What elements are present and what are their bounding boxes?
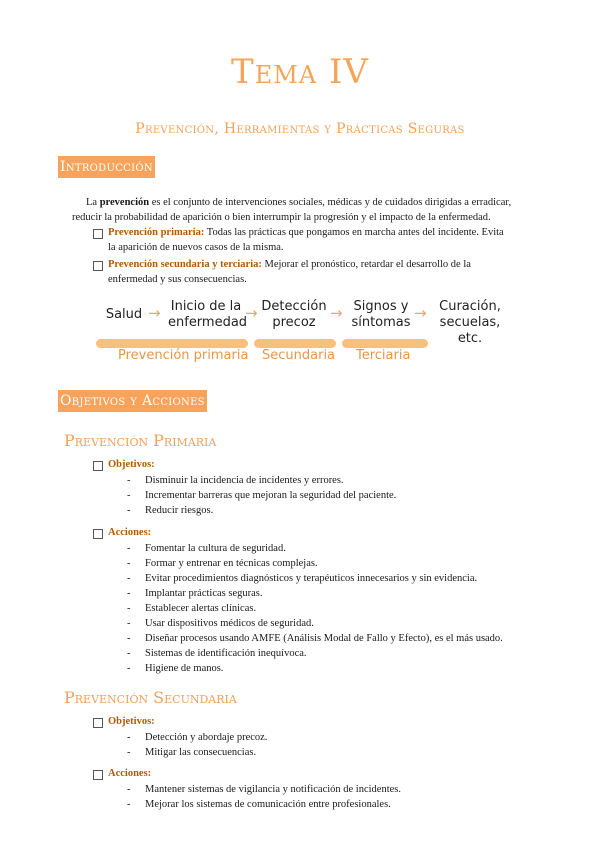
list-item: - Sistemas de identificación inequívoca. [127, 648, 307, 659]
phase-secundaria: Secundaria [262, 348, 336, 363]
list-item: - Formar y entrenar en técnicas complejas. [127, 558, 318, 569]
phase-terciaria: Terciaria [356, 348, 411, 363]
section-heading-introduccion: Introducción [58, 158, 155, 176]
brush-secundaria [254, 339, 336, 348]
list-item: - Reducir riesgos. [127, 505, 214, 516]
bullet-prevencion-primaria: Prevención primaria: Todas las prácticas que pongamos en marcha antes del incidente. Evita la aparición de nuevos casos de la misma. [108, 227, 504, 253]
list-acciones-primaria [127, 541, 503, 676]
list-item: - Establecer alertas clínicas. [127, 603, 257, 614]
phase-primaria: Prevención primaria [118, 348, 249, 363]
flow-salud: Salud [105, 307, 143, 322]
checkbox-objetivos-secundaria[interactable] [93, 718, 103, 728]
list-item: - Mantener sistemas de vigilancia y notificación de incidentes. [127, 784, 401, 795]
bullet-prevencion-secundaria: Prevención secundaria y terciaria: Mejorar el pronóstico, retardar el desarrollo de la enfermedad y sus consecuencias. [108, 259, 471, 285]
brush-primaria [96, 339, 248, 348]
list-item: - Disminuir la incidencia de incidentes y errores. [127, 475, 344, 486]
label-acciones-primaria: Acciones: [108, 527, 152, 538]
list-item: - Mitigar las consecuencias. [127, 747, 257, 758]
label-objetivos-primaria: Objetivos: [108, 459, 155, 470]
checkbox-acciones-primaria[interactable] [93, 529, 103, 539]
arrow-icon: → [330, 304, 343, 322]
keyword-prevencion: prevención [99, 197, 150, 208]
flow-deteccion: Detección precoz [261, 299, 327, 330]
intro-paragraph: La prevención es el conjunto de intervenciones sociales, médicas y de cuidados dirigidas a erradicar, reducir la probabilidad de aparición o bien interrumpir la progresión y el impacto de la enfermedad. [72, 197, 512, 223]
arrow-icon: → [245, 304, 258, 322]
page-title: Tema IV [231, 52, 369, 92]
list-item: - Implantar prácticas seguras. [127, 588, 263, 599]
label-objetivos-secundaria: Objetivos: [108, 716, 155, 727]
list-item: - Mejorar los sistemas de comunicación entre profesionales. [127, 799, 391, 810]
checkbox-objetivos-primaria[interactable] [93, 461, 103, 471]
list-objetivos-primaria [127, 473, 397, 518]
checkbox-primaria[interactable] [93, 229, 103, 239]
list-item: - Diseñar procesos usando AMFE (Análisis Modal de Fallo y Efecto), es el más usado. [127, 633, 503, 644]
list-acciones-secundaria [127, 782, 401, 812]
arrow-icon: → [148, 304, 161, 322]
list-item: - Incrementar barreras que mejoran la seguridad del paciente. [127, 490, 397, 501]
list-item: - Higiene de manos. [127, 663, 224, 674]
page-subtitle: Prevención, Herramientas y Prácticas Seguras [135, 121, 465, 137]
checkbox-secundaria-terciaria[interactable] [93, 261, 103, 271]
checkbox-acciones-secundaria[interactable] [93, 770, 103, 780]
brush-terciaria [342, 339, 428, 348]
heading-prevencion-secundaria: Prevención Secundaria [64, 688, 237, 707]
heading-prevencion-primaria: Prevención Primaria [64, 431, 217, 450]
list-item: - Fomentar la cultura de seguridad. [127, 543, 286, 554]
flow-curacion: Curación, secuelas, etc. [439, 299, 501, 346]
list-item: - Evitar procedimientos diagnósticos y terapéuticos innecesarios y sin evidencia. [127, 573, 478, 584]
list-item: - Usar dispositivos médicos de seguridad. [127, 618, 314, 629]
flow-inicio: Inicio de la enfermedad [168, 299, 248, 330]
arrow-icon: → [414, 304, 427, 322]
list-objetivos-secundaria [127, 730, 268, 760]
list-item: - Detección y abordaje precoz. [127, 732, 268, 743]
flow-signos: Signos y síntomas [351, 299, 411, 330]
section-heading-objetivos: Objetivos y Acciones [58, 392, 207, 410]
label-acciones-secundaria: Acciones: [108, 768, 152, 779]
